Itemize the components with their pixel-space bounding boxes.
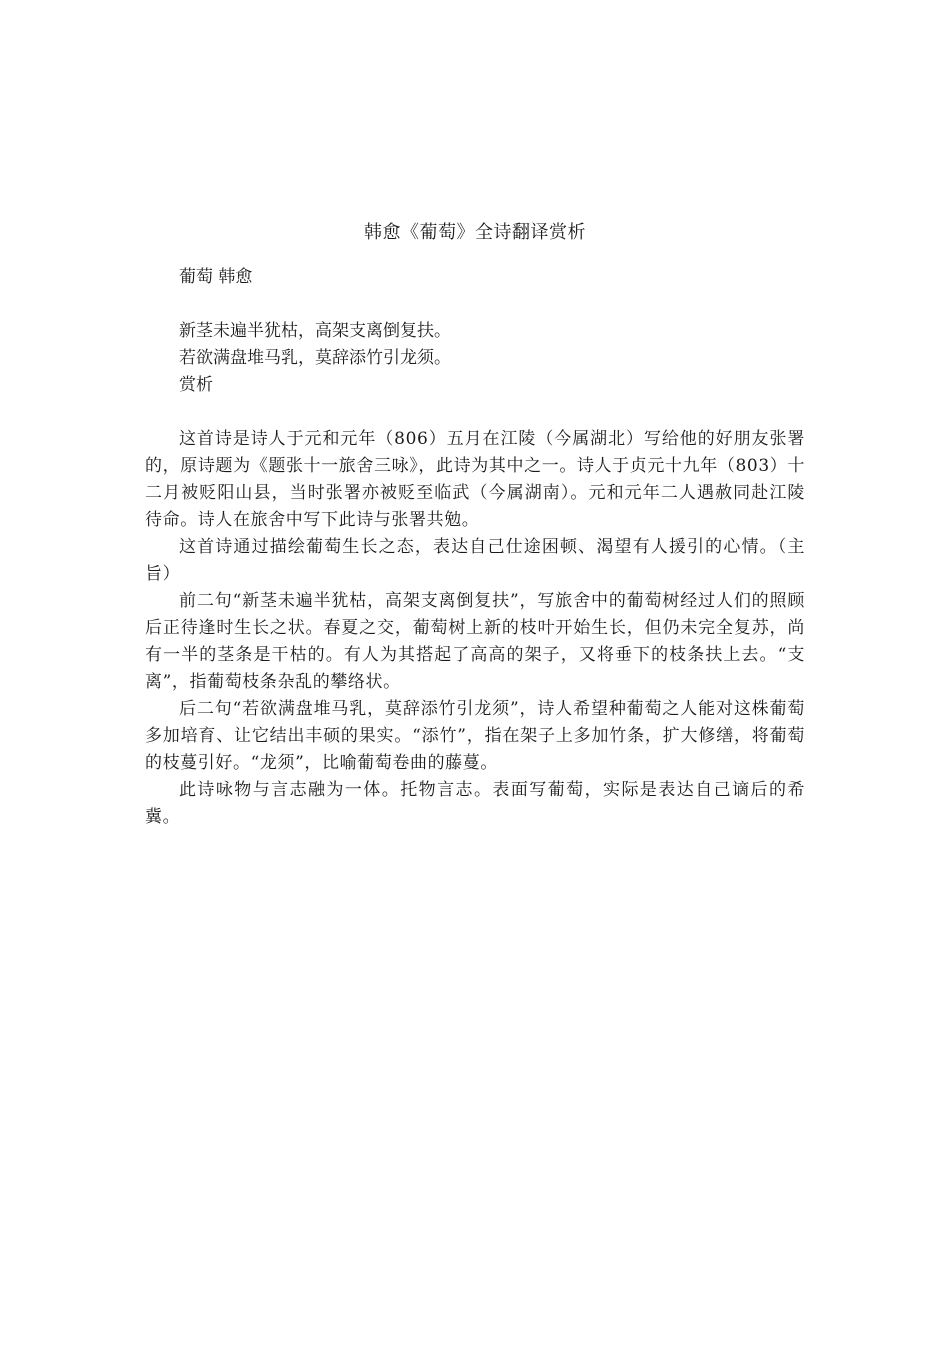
paragraph-first-couplet: 前二句“新茎未遍半犹枯，高架支离倒复扶”，写旅舍中的葡萄树经过人们的照顾后正待逢时生长之状。春夏之交，葡萄树上新的枝叶开始生长，但仍未完全复苏，尚有一半的茎条是干枯的。有人为其搭起了高高的架子，又将垂下的枝条扶上去。“支离”，指葡萄枝条杂乱的攀络状。 xyxy=(145,591,805,692)
poem-line-2: 若欲满盘堆马乳，莫辞添竹引龙须。 xyxy=(179,348,451,368)
paragraph-conclusion: 此诗咏物与言志融为一体。托物言志。表面写葡萄，实际是表达自己谪后的希冀。 xyxy=(145,780,805,827)
document-page xyxy=(145,218,805,831)
paragraph-theme: 这首诗通过描绘葡萄生长之态，表达自己仕途困顿、渴望有人援引的心情。（主旨） xyxy=(145,537,805,584)
poem-line-1: 新茎未遍半犹枯，高架支离倒复扶。 xyxy=(179,321,451,341)
poem-body xyxy=(145,318,805,372)
document-title: 韩愈《葡萄》全诗翻译赏析 xyxy=(364,222,586,243)
appreciation-heading: 赏析 xyxy=(179,375,213,395)
poem-heading: 葡萄 韩愈 xyxy=(179,267,253,287)
paragraph-background: 这首诗是诗人于元和元年（806）五月在江陵（今属湖北）写给他的好朋友张署的，原诗题为《题张十一旅舍三咏》，此诗为其中之一。诗人于贞元十九年（803）十二月被贬阳山县，当时张署亦被贬至临武（今属湖南）。元和元年二人遇赦同赴江陵待命。诗人在旅舍中写下此诗与张署共勉。 xyxy=(145,429,805,530)
appreciation-body xyxy=(145,426,805,831)
paragraph-second-couplet: 后二句“若欲满盘堆马乳，莫辞添竹引龙须”，诗人希望种葡萄之人能对这株葡萄多加培育、让它结出丰硕的果实。“添竹”，指在架子上多加竹条，扩大修缮，将葡萄的枝蔓引好。“龙须”，比喻葡萄卷曲的藤蔓。 xyxy=(145,699,805,773)
